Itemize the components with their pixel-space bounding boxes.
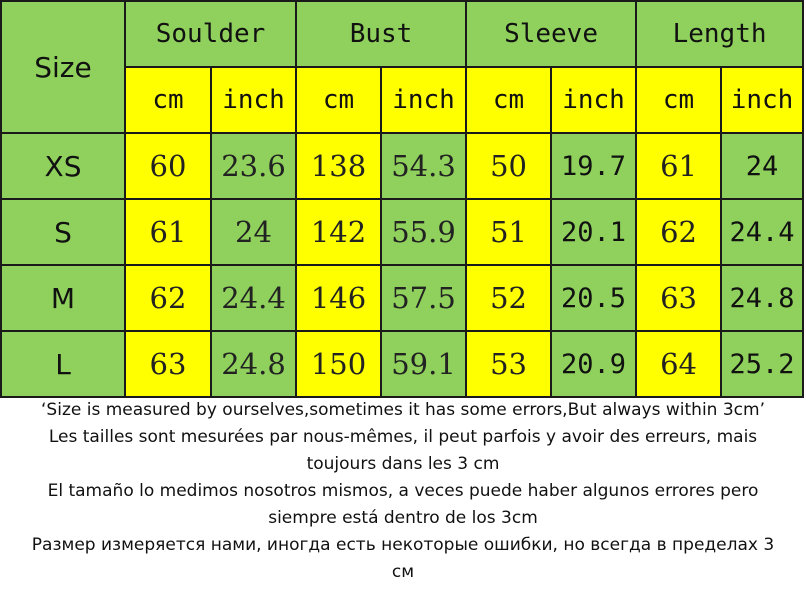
table-cell: 138	[296, 133, 381, 199]
table-cell: 63	[125, 331, 211, 397]
size-cell: M	[1, 265, 125, 331]
note-russian-line-2: см	[391, 562, 415, 582]
note-french-line-2: toujours dans les 3 cm	[306, 454, 500, 474]
header-length: Length	[636, 1, 803, 67]
table-cell: 23.6	[211, 133, 296, 199]
note-english: ‘Size is measured by ourselves,sometimes it has some errors,But always within 3cm’	[41, 400, 765, 420]
header-bust: Bust	[296, 1, 466, 67]
table-cell: 62	[636, 199, 721, 265]
table-cell: 24.8	[211, 331, 296, 397]
note-french-line-1: Les tailles sont mesurées par nous-mêmes, il peut parfois y avoir des erreurs, mais	[48, 427, 758, 447]
table-cell: 61	[636, 133, 721, 199]
table-cell: 24.8	[721, 265, 803, 331]
table-cell: 24	[721, 133, 803, 199]
table-row	[1, 265, 803, 331]
table-cell: 150	[296, 331, 381, 397]
header-shoulder: Soulder	[125, 1, 296, 67]
size-column-header: Size	[1, 1, 125, 133]
table-cell: 20.1	[551, 199, 636, 265]
table-cell: 146	[296, 265, 381, 331]
table-cell: 60	[125, 133, 211, 199]
header-sleeve: Sleeve	[466, 1, 636, 67]
note-spanish-line-1: El tamaño lo medimos nosotros mismos, a veces puede haber algunos errores pero	[47, 481, 759, 501]
table-row	[1, 331, 803, 397]
note-spanish-line-2: siempre está dentro de los 3cm	[268, 508, 538, 528]
table-cell: 61	[125, 199, 211, 265]
unit-header: cm	[125, 67, 211, 133]
note-russian-line-1: Размер измеряется нами, иногда есть некоторые ошибки, но всегда в пределах 3	[31, 535, 775, 555]
table-row	[1, 133, 803, 199]
table-cell: 24.4	[721, 199, 803, 265]
table-cell: 142	[296, 199, 381, 265]
unit-header: cm	[636, 67, 721, 133]
table-cell: 24	[211, 199, 296, 265]
size-cell: L	[1, 331, 125, 397]
unit-header: inch	[721, 67, 803, 133]
unit-header: inch	[551, 67, 636, 133]
unit-header: cm	[296, 67, 381, 133]
table-cell: 62	[125, 265, 211, 331]
table-row	[1, 199, 803, 265]
table-cell: 55.9	[381, 199, 466, 265]
unit-header: inch	[211, 67, 296, 133]
measurement-note	[0, 397, 806, 586]
table-cell: 53	[466, 331, 551, 397]
table-cell: 57.5	[381, 265, 466, 331]
unit-header: cm	[466, 67, 551, 133]
table-cell: 64	[636, 331, 721, 397]
table-cell: 50	[466, 133, 551, 199]
size-cell: S	[1, 199, 125, 265]
table-cell: 51	[466, 199, 551, 265]
table-cell: 25.2	[721, 331, 803, 397]
unit-header: inch	[381, 67, 466, 133]
table-cell: 20.5	[551, 265, 636, 331]
size-cell: XS	[1, 133, 125, 199]
table-cell: 54.3	[381, 133, 466, 199]
table-cell: 63	[636, 265, 721, 331]
table-cell: 52	[466, 265, 551, 331]
table-cell: 19.7	[551, 133, 636, 199]
table-cell: 20.9	[551, 331, 636, 397]
table-cell: 24.4	[211, 265, 296, 331]
table-cell: 59.1	[381, 331, 466, 397]
group-header-row	[1, 1, 803, 67]
